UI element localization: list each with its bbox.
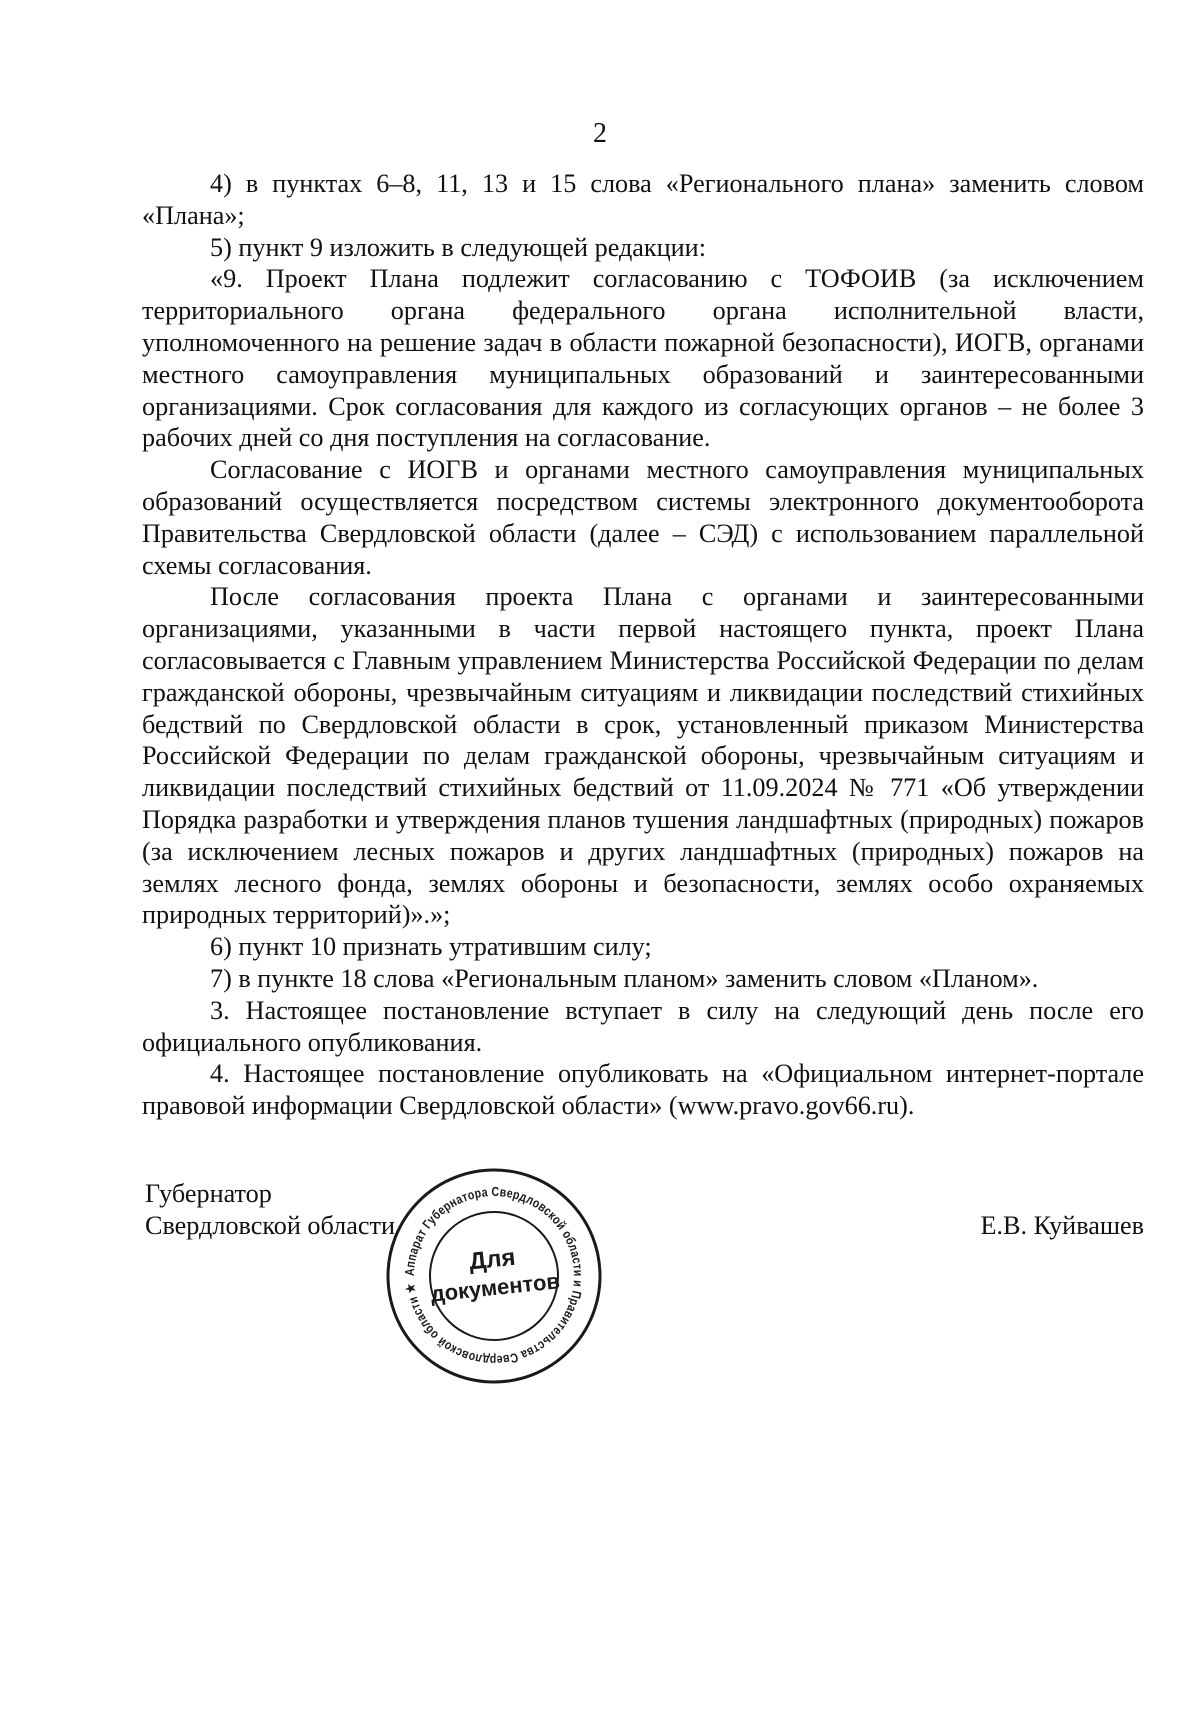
- stamp-center-line1: Для: [467, 1243, 517, 1276]
- signer-name: Е.В. Куйвашев: [980, 1211, 1144, 1240]
- stamp-center-line2: документов: [429, 1268, 561, 1307]
- paragraph-item-7: 7) в пункте 18 слова «Региональным планом» заменить словом «Планом».: [210, 963, 1039, 993]
- paragraph-entry-into-force: 3. Настоящее постановление вступает в силу на следующий день после его официального опубликования.: [142, 995, 1144, 1057]
- stamp-seal-icon: [383, 1165, 605, 1387]
- paragraph-item-5: 5) пункт 9 изложить в следующей редакции:: [210, 232, 706, 262]
- stamp-ring-text: Аппарат Губернатора Свердловской области и Правительства Свердловской области ★: [401, 1183, 587, 1369]
- signer-position-line2: Свердловской области: [145, 1211, 395, 1240]
- page-number: 2: [593, 118, 607, 149]
- paragraph-item-6: 6) пункт 10 признать утратившим силу;: [210, 932, 652, 962]
- paragraph-item-4: 4) в пунктах 6–8, 11, 13 и 15 слова «Регионального плана» заменить словом «Плана»;: [142, 169, 1144, 230]
- official-stamp: [383, 1165, 605, 1387]
- paragraph-emergency-ministry: После согласования проекта Плана с органами и заинтересованными организациями, указанными в части первой настоящего пункта, проект Плана согласовывается с Главным управлением Министерства Российской Федерации по делам гражданской обороны, чрезвычайным ситуациям и ликвидации последствий стихийных бедствий по Свердловской области в срок, установленный приказом Министерства Российской Федерации по делам гражданской обороны, чрезвычайным ситуациям и ликвидации последствий стихийных бедствий от 11.09.2024 № 771 «Об утверждении Порядка разработки и утверждения планов тушения ландшафтных (природных) пожаров (за исключением лесных пожаров и других ландшафтных (природных) пожаров на землях лесного фонда, землях обороны и безопасности, землях особо охраняемых природных территорий)».»;: [142, 582, 1144, 930]
- paragraph-publication: 4. Настоящее постановление опубликовать на «Официальном интернет-портале правовой информации Свердловской области» (www.pravo.gov66.ru).: [142, 1059, 1144, 1121]
- paragraph-clause-9: «9. Проект Плана подлежит согласованию с ТОФОИВ (за исключением территориального органа федерального органа исполнительной власти, уполномоченного на решение задач в области пожарной безопасности), ИОГВ, органами местного самоуправления муниципальных образований и заинтересованными организациями. Срок согласования для каждого из согласующих органов – не более 3 рабочих дней со дня поступления на согласование.: [142, 264, 1144, 453]
- signer-position-line1: Губернатор: [145, 1179, 272, 1208]
- signature-block: [145, 1178, 395, 1242]
- paragraph-sed-approval: Согласование с ИОГВ и органами местного самоуправления муниципальных образований осуществляется посредством системы электронного документооборота Правительства Свердловской области (далее – СЭД) с использованием параллельной схемы согласования.: [142, 455, 1144, 580]
- document-body: [142, 168, 1144, 1122]
